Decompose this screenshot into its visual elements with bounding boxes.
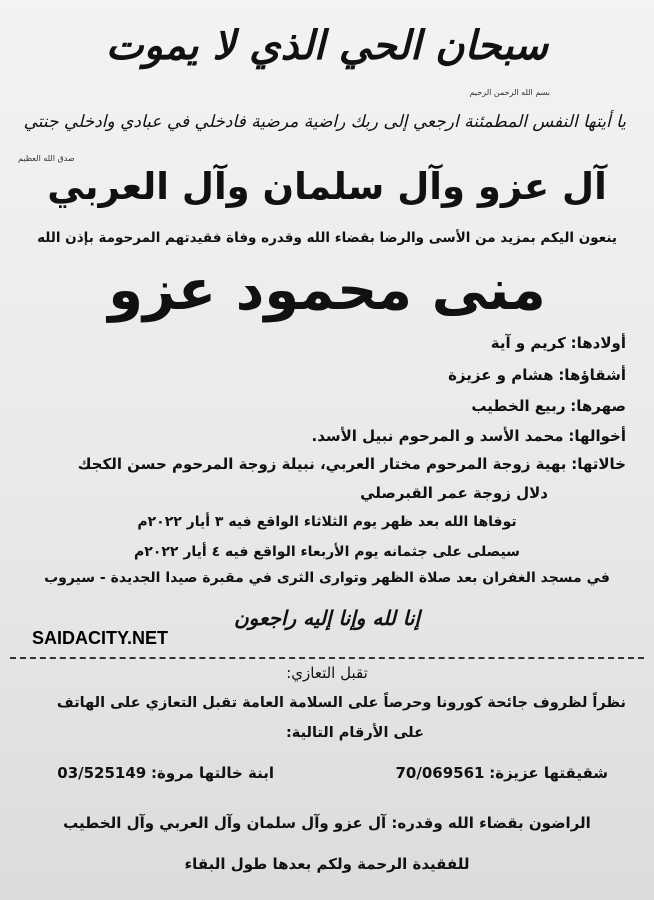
footer-line2: للفقيدة الرحمة ولكم بعدها طول البقاء: [184, 855, 470, 873]
phone-contact-1: [395, 764, 608, 782]
siblings-value: هشام و عزيزة: [448, 366, 554, 384]
divider-line: [10, 657, 644, 659]
phone1-label: شقيقتها عزيزة:: [489, 764, 608, 782]
calligraphy-title: سبحان الحي الذي لا يموت: [105, 22, 549, 69]
watermark-text: SAIDACITY.NET: [32, 628, 169, 648]
aunts-label: خالاتها:: [571, 455, 626, 473]
in-law-label: صهرها:: [570, 397, 626, 415]
relatives-siblings: [448, 366, 626, 384]
phone1-number[interactable]: 70/069561: [395, 764, 485, 782]
footer-line1: الراضون بقضاء الله وقدره: آل عزو وآل سلمان وآل العربي وآل الخطيب: [63, 814, 591, 832]
siblings-label: أشقاؤها:: [558, 366, 626, 384]
deceased-name: منى محمود عزو: [108, 258, 546, 323]
families-heading: آل عزو وآل سلمان وآل العربي: [47, 165, 607, 208]
quran-verse: يا أيتها النفس المطمئنة ارجعي إلى ربك راضية مرضية فادخلي في عبادي وادخلي جنتي: [23, 112, 626, 132]
relatives-children: [491, 334, 626, 352]
basmala: بسم الله الرحمن الرحيم: [469, 88, 550, 97]
children-value: كريم و آية: [490, 334, 566, 352]
death-date-line: توفاها الله بعد ظهر يوم الثلاثاء الواقع فيه ٣ أيار ٢٠٢٢م: [137, 514, 517, 530]
aunts-value-line1: بهية زوجة المرحوم مختار العربي، نبيلة زوجة المرحوم حسن الكجك: [77, 455, 567, 473]
condolences-title: تقبل التعازي:: [286, 664, 368, 682]
burial-line: في مسجد الغفران بعد صلاة الظهر وتوارى الثرى في مقبرة صيدا الجديدة - سيروب: [44, 570, 610, 586]
closing-calligraphy: إنا لله وإنا إليه راجعون: [233, 606, 421, 630]
relatives-in-law: [471, 397, 626, 415]
aunts-value-line2: دلال زوجة عمر القبرصلي: [360, 484, 548, 502]
uncles-label: أخوالها:: [568, 427, 626, 445]
prayer-date-line: سيصلى على جثمانه يوم الأربعاء الواقع فيه ٤ أيار ٢٠٢٢م: [134, 544, 520, 560]
uncles-value: محمد الأسد و المرحوم نبيل الأسد.: [311, 427, 564, 445]
phone-contact-2: [57, 764, 274, 782]
relatives-uncles: [312, 427, 627, 445]
condolences-line2: على الأرقام التالية:: [285, 725, 424, 741]
children-label: أولادها:: [570, 334, 626, 352]
in-law-value: ربيع الخطيب: [471, 397, 566, 415]
sadaq-text: صدق الله العظيم: [18, 154, 75, 163]
phone2-label: ابنة خالتها مروة:: [151, 764, 274, 782]
announcement-text: ينعون اليكم بمزيد من الأسى والرضا بقضاء الله وقدره وفاة فقيدتهم المرحومة بإذن الله: [37, 230, 617, 246]
relatives-aunts: [78, 455, 626, 473]
condolences-line1: نظراً لظروف جائحة كورونا وحرصاً على السلامة العامة تقبل التعازي على الهاتف: [56, 695, 626, 711]
phone2-number[interactable]: 03/525149: [57, 764, 147, 782]
